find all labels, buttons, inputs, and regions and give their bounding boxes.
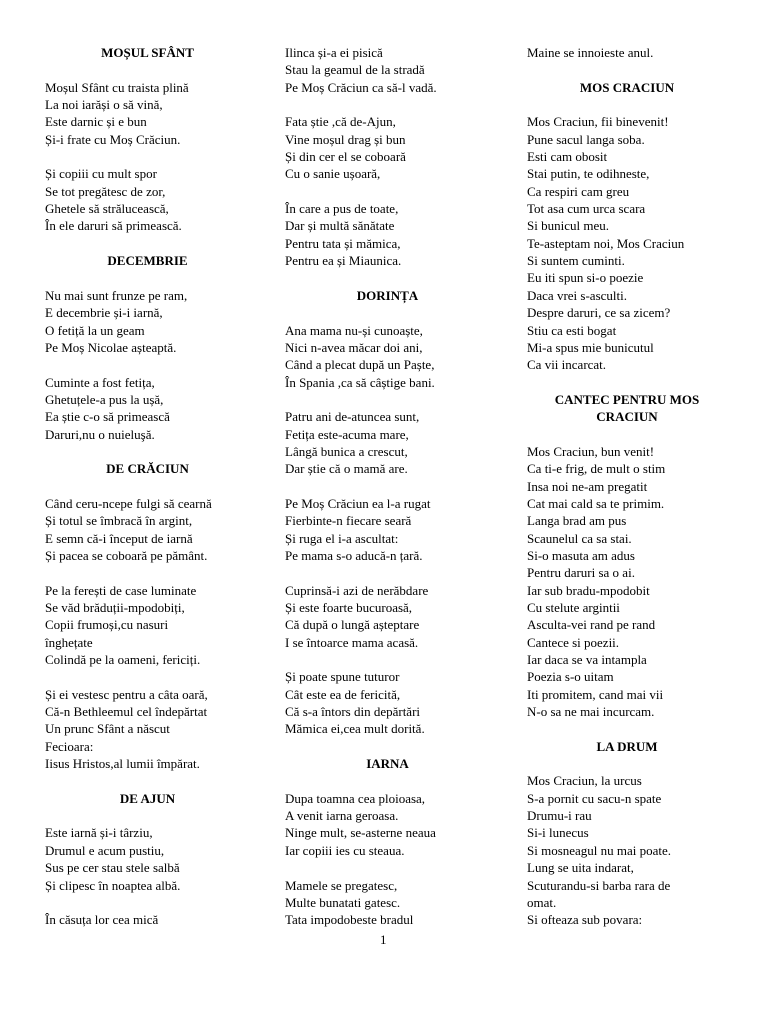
verse-line: Cuminte a fost fetița, xyxy=(45,374,155,390)
verse-line: Insa noi ne-am pregatit xyxy=(527,478,648,494)
verse-line: Mămica ei,cea mult dorită. xyxy=(285,721,425,737)
verse-line: Ea știe c-o să primească xyxy=(45,409,170,425)
stanza-gap xyxy=(45,668,250,685)
stanza-gap xyxy=(527,61,727,78)
verse-line: Patru ani de-atuncea sunt, xyxy=(285,409,420,425)
stanza-gap xyxy=(527,426,727,443)
stanza-gap xyxy=(45,269,250,286)
stanza-gap xyxy=(285,391,490,408)
verse-line: E decembrie și-i iarnă, xyxy=(45,305,163,321)
verse-line: Fata știe ,că de-Ajun, xyxy=(285,114,396,130)
verse-line: O fetiță la un geam xyxy=(45,322,145,338)
verse-line: A venit iarna geroasa. xyxy=(285,808,399,824)
verse-line: Mos Craciun, fii binevenit! xyxy=(527,114,669,130)
verse-line: Și clipesc în noaptea albă. xyxy=(45,877,181,893)
verse-line: Scuturandu-si barba rara de xyxy=(527,877,671,893)
page-number: 1 xyxy=(380,932,387,947)
verse-line: La noi iarăși o să vină, xyxy=(45,97,163,113)
verse-line: Fierbinte-n fiecare seară xyxy=(285,513,412,529)
verse-line: Tot asa cum urca scara xyxy=(527,201,646,217)
verse-line: Când a plecat după un Paște, xyxy=(285,357,435,373)
verse-line: Dupa toamna cea ploioasa, xyxy=(285,790,426,806)
verse-line: Că s-a întors din depărtări xyxy=(285,704,421,720)
verse-line: Iti promitem, cand mai vii xyxy=(527,686,664,702)
poem-title: IARNA xyxy=(366,756,409,772)
verse-line: Pe Moș Nicolae așteaptă. xyxy=(45,339,177,355)
verse-line: Nu mai sunt frunze pe ram, xyxy=(45,287,188,303)
verse-line: Și-i frate cu Moș Crăciun. xyxy=(45,131,181,147)
verse-line: Mos Craciun, bun venit! xyxy=(527,443,655,459)
verse-line: Și poate spune tuturor xyxy=(285,669,400,685)
verse-line: Cat mai cald sa te primim. xyxy=(527,495,665,511)
verse-line: Si-i lunecus xyxy=(527,825,589,841)
stanza-gap xyxy=(527,720,727,737)
poem-title: MOS CRACIUN xyxy=(579,79,675,95)
verse-line: Un prunc Sfânt a născut xyxy=(45,721,170,737)
verse-line: Se tot pregătesc de zor, xyxy=(45,183,166,199)
column-1 xyxy=(45,44,250,929)
verse-line: Stau la geamul de la stradă xyxy=(285,62,425,78)
verse-line: Stiu ca esti bogat xyxy=(527,322,617,338)
stanza-gap xyxy=(45,807,250,824)
verse-line: I se întoarce mama acasă. xyxy=(285,634,419,650)
verse-line: Si suntem cuminti. xyxy=(527,253,625,269)
verse-line: Lângă bunica a crescut, xyxy=(285,443,408,459)
verse-line: Lung se uita indarat, xyxy=(527,860,634,876)
verse-line: Iisus Hristos,al lumii împărat. xyxy=(45,756,200,772)
verse-line: Daruri,nu o nuieluşă. xyxy=(45,426,155,442)
verse-line: Cu o sanie ușoară, xyxy=(285,166,381,182)
stanza-gap xyxy=(45,356,250,373)
verse-line: Iar daca se va intampla xyxy=(527,652,647,668)
verse-line: Și copiii cu mult spor xyxy=(45,166,157,182)
verse-line: Copii frumoși,cu nasuri xyxy=(45,617,169,633)
verse-line: E semn că-i început de iarnă xyxy=(45,530,193,546)
verse-line: Și pacea se coboară pe pământ. xyxy=(45,547,208,563)
verse-line: În Spania ,ca să câștige bani. xyxy=(285,374,435,390)
stanza-gap xyxy=(285,859,490,876)
stanza-gap xyxy=(45,148,250,165)
verse-line: În care a pus de toate, xyxy=(285,201,399,217)
column-2 xyxy=(285,44,490,929)
verse-line: Cât este ea de fericită, xyxy=(285,686,401,702)
verse-line: Drumu-i rau xyxy=(527,808,592,824)
stanza-gap xyxy=(45,61,250,78)
verse-line: Este darnic și e bun xyxy=(45,114,147,130)
stanza-gap xyxy=(45,894,250,911)
verse-line: Esti cam obosit xyxy=(527,149,608,165)
verse-line: Că după o lungă așteptare xyxy=(285,617,420,633)
stanza-gap xyxy=(45,478,250,495)
verse-line: Colindă pe la oameni, fericiți. xyxy=(45,652,201,668)
verse-line: Si mosneagul nu mai poate. xyxy=(527,842,672,858)
verse-line: Pune sacul langa soba. xyxy=(527,131,645,147)
verse-line: Mi-a spus mie bunicutul xyxy=(527,339,654,355)
verse-line: N-o sa ne mai incurcam. xyxy=(527,704,655,720)
verse-line: Moșul Sfânt cu traista plină xyxy=(45,79,189,95)
stanza-gap xyxy=(45,772,250,789)
verse-line: Ana mama nu-și cunoaște, xyxy=(285,322,423,338)
verse-line: Si ofteaza sub povara: xyxy=(527,912,643,928)
verse-line: Fetița este-acuma mare, xyxy=(285,426,409,442)
verse-line: Dar și multă sănătate xyxy=(285,218,395,234)
verse-line: Scaunelul ca sa stai. xyxy=(527,530,632,546)
verse-line: În ele daruri să primească. xyxy=(45,218,182,234)
verse-line: Si bunicul meu. xyxy=(527,218,609,234)
poem-title: MOȘUL SFÂNT xyxy=(101,45,194,60)
stanza-gap xyxy=(285,564,490,581)
verse-line: Pe Moș Crăciun ea l-a rugat xyxy=(285,495,431,511)
poem-title: LA DRUM xyxy=(596,738,658,754)
verse-line: Iar copiii ies cu steaua. xyxy=(285,842,405,858)
verse-line: Si-o masuta am adus xyxy=(527,547,635,563)
verse-line: Când ceru-ncepe fulgi să cearnă xyxy=(45,495,212,511)
verse-line: Pe la ferești de case luminate xyxy=(45,582,197,598)
verse-line: Că-n Bethleemul cel îndepărtat xyxy=(45,704,208,720)
verse-line: Pe Moș Crăciun ca să-l vadă. xyxy=(285,79,437,95)
verse-line: Cantece si poezii. xyxy=(527,634,620,650)
verse-line: Și totul se îmbracă în argint, xyxy=(45,513,193,529)
verse-line: Iar sub bradu-mpodobit xyxy=(527,582,650,598)
verse-line: Multe bunatati gatesc. xyxy=(285,894,401,910)
verse-line: Și ei vestesc pentru a câta oară, xyxy=(45,686,208,702)
verse-line: Despre daruri, ce sa zicem? xyxy=(527,305,671,321)
verse-line: Ghetele să strălucească, xyxy=(45,201,169,217)
verse-line: Drumul e acum pustiu, xyxy=(45,842,165,858)
verse-line: Este iarnă și-i târziu, xyxy=(45,825,153,841)
stanza-gap xyxy=(45,443,250,460)
stanza-gap xyxy=(527,755,727,772)
verse-line: Ninge mult, se-asterne neaua xyxy=(285,825,436,841)
column-3 xyxy=(527,44,727,929)
verse-line: Și este foarte bucuroasă, xyxy=(285,600,413,615)
verse-line: Langa brad am pus xyxy=(527,513,627,529)
verse-line: Mamele se pregatesc, xyxy=(285,877,398,893)
verse-line: Ilinca și-a ei pisică xyxy=(285,45,383,60)
stanza-gap xyxy=(45,235,250,252)
verse-line: Daca vrei s-asculti. xyxy=(527,287,627,303)
stanza-gap xyxy=(285,183,490,200)
verse-line: Ca ti-e frig, de mult o stim xyxy=(527,461,666,477)
verse-line: Fecioara: xyxy=(45,738,94,754)
verse-line: Pentru ea și Miaunica. xyxy=(285,253,402,269)
stanza-gap xyxy=(285,478,490,495)
verse-line: Vine moșul drag și bun xyxy=(285,131,406,147)
verse-line: Pentru daruri sa o ai. xyxy=(527,565,635,581)
verse-line: Asculta-vei rand pe rand xyxy=(527,617,656,633)
verse-line: Și din cer el se coboară xyxy=(285,149,406,165)
verse-line: Ghetuțele-a pus la ușă, xyxy=(45,391,164,407)
verse-line: Maine se innoieste anul. xyxy=(527,45,654,60)
poem-title: DE AJUN xyxy=(119,790,176,806)
verse-line: Dar știe că o mamă are. xyxy=(285,461,408,477)
stanza-gap xyxy=(285,738,490,755)
poem-title: DORINȚA xyxy=(356,287,419,303)
poem-title: CANTEC PENTRU MOS CRACIUN xyxy=(554,391,700,425)
stanza-gap xyxy=(285,651,490,668)
verse-line: omat. xyxy=(527,894,557,910)
stanza-gap xyxy=(285,772,490,789)
verse-line: Poezia s-o uitam xyxy=(527,669,614,685)
stanza-gap xyxy=(45,564,250,581)
verse-line: Nici n-avea măcar doi ani, xyxy=(285,339,423,355)
verse-line: înghețate xyxy=(45,634,93,650)
verse-line: Cu stelute argintii xyxy=(527,600,620,615)
stanza-gap xyxy=(527,374,727,391)
verse-line: Stai putin, te odihneste, xyxy=(527,166,650,182)
stanza-gap xyxy=(285,304,490,321)
verse-line: Cuprinsă-i azi de nerăbdare xyxy=(285,582,429,598)
verse-line: În căsuța lor cea mică xyxy=(45,912,159,928)
verse-line: Ca respiri cam greu xyxy=(527,183,630,199)
verse-line: Eu iti spun si-o poezie xyxy=(527,270,644,286)
verse-line: Tata impodobeste bradul xyxy=(285,912,414,928)
poem-title: DECEMBRIE xyxy=(107,253,188,269)
verse-line: Te-asteptam noi, Mos Craciun xyxy=(527,235,685,251)
verse-line: Mos Craciun, la urcus xyxy=(527,773,642,789)
verse-line: S-a pornit cu sacu-n spate xyxy=(527,790,662,806)
verse-line: Sus pe cer stau stele salbă xyxy=(45,860,180,876)
verse-line: Pe mama s-o aducă-n țară. xyxy=(285,547,423,563)
verse-line: Ca vii incarcat. xyxy=(527,357,607,373)
stanza-gap xyxy=(285,269,490,286)
verse-line: Pentru tata și mămica, xyxy=(285,235,401,251)
poem-title: DE CRĂCIUN xyxy=(106,461,189,477)
stanza-gap xyxy=(285,96,490,113)
stanza-gap xyxy=(527,96,727,113)
verse-line: Și ruga el i-a ascultat: xyxy=(285,530,399,546)
verse-line: Se văd brăduții-mpodobiți, xyxy=(45,600,185,615)
